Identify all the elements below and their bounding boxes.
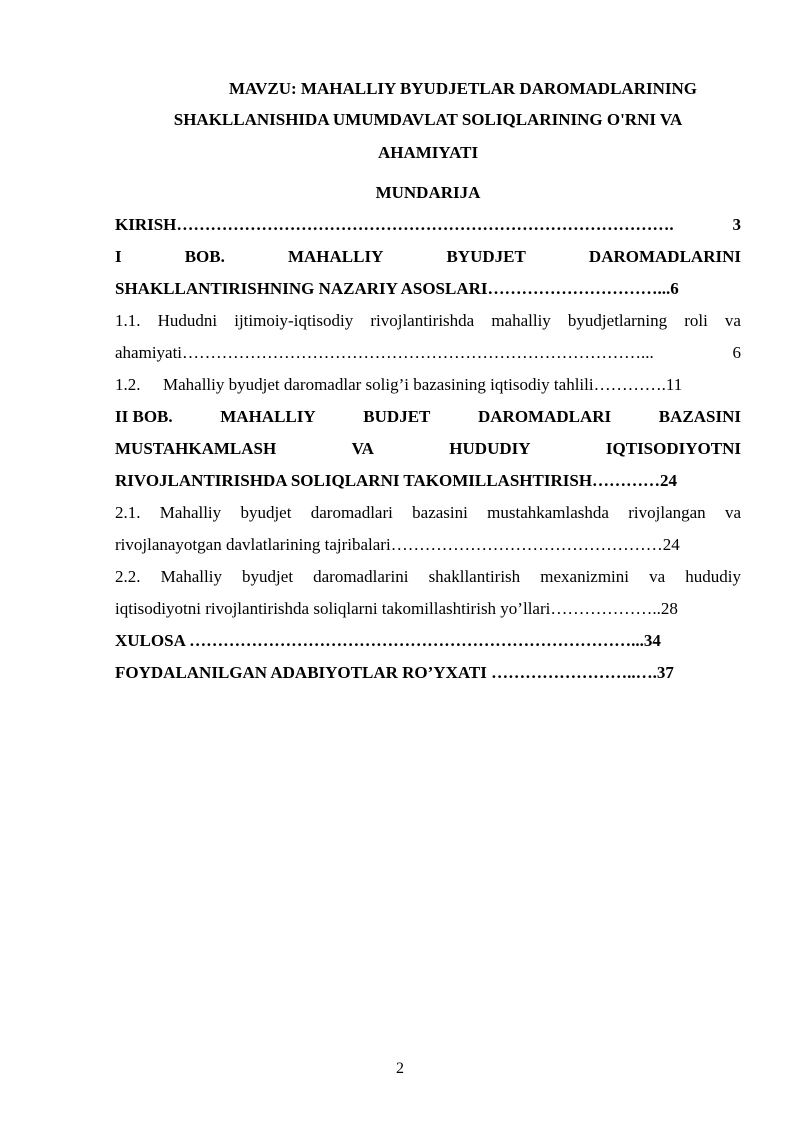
toc-page-number: 11 — [665, 375, 683, 394]
toc-word: mustahkamlashda — [487, 503, 609, 522]
toc-leader-dots: …………………………... — [487, 279, 671, 298]
toc-word: Hududni — [157, 311, 218, 330]
toc-word: MAHALLIY — [287, 247, 384, 266]
toc-section-number: 1.2. — [115, 375, 141, 394]
toc-word: MUSTAHKAMLASH — [115, 439, 277, 458]
toc-word: daromadlarini — [313, 567, 409, 586]
toc-word: BUDJET — [363, 407, 431, 426]
toc-word: IQTISODIYOTNI — [605, 439, 741, 458]
toc-word: I — [115, 247, 122, 266]
toc-entry-bob2-line3[interactable] — [115, 466, 741, 496]
toc-entry-2-1-line1[interactable] — [115, 498, 741, 528]
toc-entry-bob2-line2[interactable] — [115, 434, 741, 464]
toc-entry-text: rivojlanayotgan davlatlarining tajribalari — [115, 535, 391, 554]
page-number: 2 — [396, 1060, 404, 1077]
toc-word: BOB. — [184, 247, 225, 266]
toc-word: II BOB. — [115, 407, 173, 426]
toc-entry-xulosa[interactable] — [115, 626, 741, 656]
toc-leader-dots: ………………………………………… — [390, 535, 663, 554]
toc-entry-text: Mahalliy byudjet daromadlar solig’i bazasining iqtisodiy tahlili — [163, 375, 594, 394]
toc-word: rivojlangan — [628, 503, 706, 522]
toc-word: roli — [684, 311, 708, 330]
toc-word: rivojlantirishda — [370, 311, 475, 330]
toc-page-number: 24 — [660, 471, 678, 490]
toc-entry-text: KIRISH — [115, 215, 177, 234]
toc-entry-1-1-line2[interactable] — [115, 338, 741, 368]
toc-section-number: 2.2. — [115, 567, 141, 586]
toc-entry-text: iqtisodiyotni rivojlantirishda soliqlarni takomillashtirish yo’llari — [115, 599, 551, 618]
toc-entry-text: SHAKLLANTIRISHNING NAZARIY ASOSLARI — [115, 279, 488, 298]
toc-section-number: 1.1. — [115, 311, 141, 330]
toc-word: DAROMADLARINI — [588, 247, 741, 266]
toc-word: byudjet — [242, 567, 294, 586]
title-line-3: AHAMIYATI — [377, 143, 479, 162]
toc-entry-2-1-line2[interactable] — [115, 530, 741, 560]
toc-entry-bob1-line2[interactable] — [115, 274, 741, 304]
toc-entry-1-1-line1[interactable] — [115, 306, 741, 336]
toc-word: mahalliy — [491, 311, 551, 330]
toc-page-number: 3 — [732, 215, 741, 234]
toc-page-number: 28 — [660, 599, 678, 618]
toc-word: daromadlari — [310, 503, 393, 522]
toc-entry-kirish[interactable] — [115, 210, 741, 240]
toc-word: DAROMADLARI — [478, 407, 612, 426]
toc-word: VA — [351, 439, 374, 458]
toc-word: BYUDJET — [446, 247, 526, 266]
toc-leader-dots: ……………………..…. — [491, 663, 657, 682]
toc-entry-bob2-line1[interactable] — [115, 402, 741, 432]
toc-word: ijtimoiy-iqtisodiy — [234, 311, 354, 330]
toc-heading: MUNDARIJA — [375, 183, 481, 202]
toc-word: va — [649, 567, 666, 586]
toc-entry-1-2[interactable] — [115, 370, 741, 400]
title-line-1: MAVZU: MAHALLIY BYUDJETLAR DAROMADLARINING — [229, 79, 697, 98]
toc-word: va — [724, 311, 741, 330]
toc-page-number: 34 — [643, 631, 661, 650]
toc-entry-2-2-line2[interactable] — [115, 594, 741, 624]
toc-word: MAHALLIY — [220, 407, 316, 426]
toc-page-number: 24 — [662, 535, 680, 554]
toc-word: shakllantirish — [428, 567, 521, 586]
toc-leader-dots: ……………………………………………………………………... — [189, 631, 644, 650]
toc-entry-text: XULOSA — [115, 631, 190, 650]
toc-page-number: 6 — [732, 343, 741, 362]
toc-entry-adabiyotlar[interactable] — [115, 658, 741, 688]
toc-word: HUDUDIY — [449, 439, 531, 458]
title-line-2: SHAKLLANISHIDA UMUMDAVLAT SOLIQLARINING O'RNI VA — [173, 110, 683, 129]
toc-word: bazasini — [412, 503, 468, 522]
toc-entry-2-2-line1[interactable] — [115, 562, 741, 592]
toc-word: byudjet — [240, 503, 292, 522]
toc-word: Mahalliy — [160, 567, 222, 586]
toc-leader-dots: ………………………………………………………………………... — [182, 343, 654, 362]
toc-entry-text: ahamiyati — [115, 343, 183, 362]
toc-leader-dots: ……………………………………………………………………………. — [176, 215, 674, 234]
toc-leader-dots: ………… — [592, 471, 661, 490]
toc-leader-dots: …………. — [593, 375, 666, 394]
toc-page-number: 6 — [670, 279, 679, 298]
toc-word: byudjetlarning — [567, 311, 668, 330]
toc-section-number: 2.1. — [115, 503, 141, 522]
toc-page-number: 37 — [656, 663, 674, 682]
toc-word: BAZASINI — [658, 407, 741, 426]
toc-entry-bob1-line1[interactable] — [115, 242, 741, 272]
toc-word: hududiy — [685, 567, 741, 586]
toc-leader-dots: ……………….. — [550, 599, 661, 618]
toc-word: Mahalliy — [159, 503, 222, 522]
toc-word: va — [724, 503, 741, 522]
toc-word: mexanizmini — [540, 567, 630, 586]
toc-entry-text: FOYDALANILGAN ADABIYOTLAR RO’YXATI — [115, 663, 492, 682]
toc-entry-text: RIVOJLANTIRISHDA SOLIQLARNI TAKOMILLASHTIRISH — [115, 471, 593, 490]
